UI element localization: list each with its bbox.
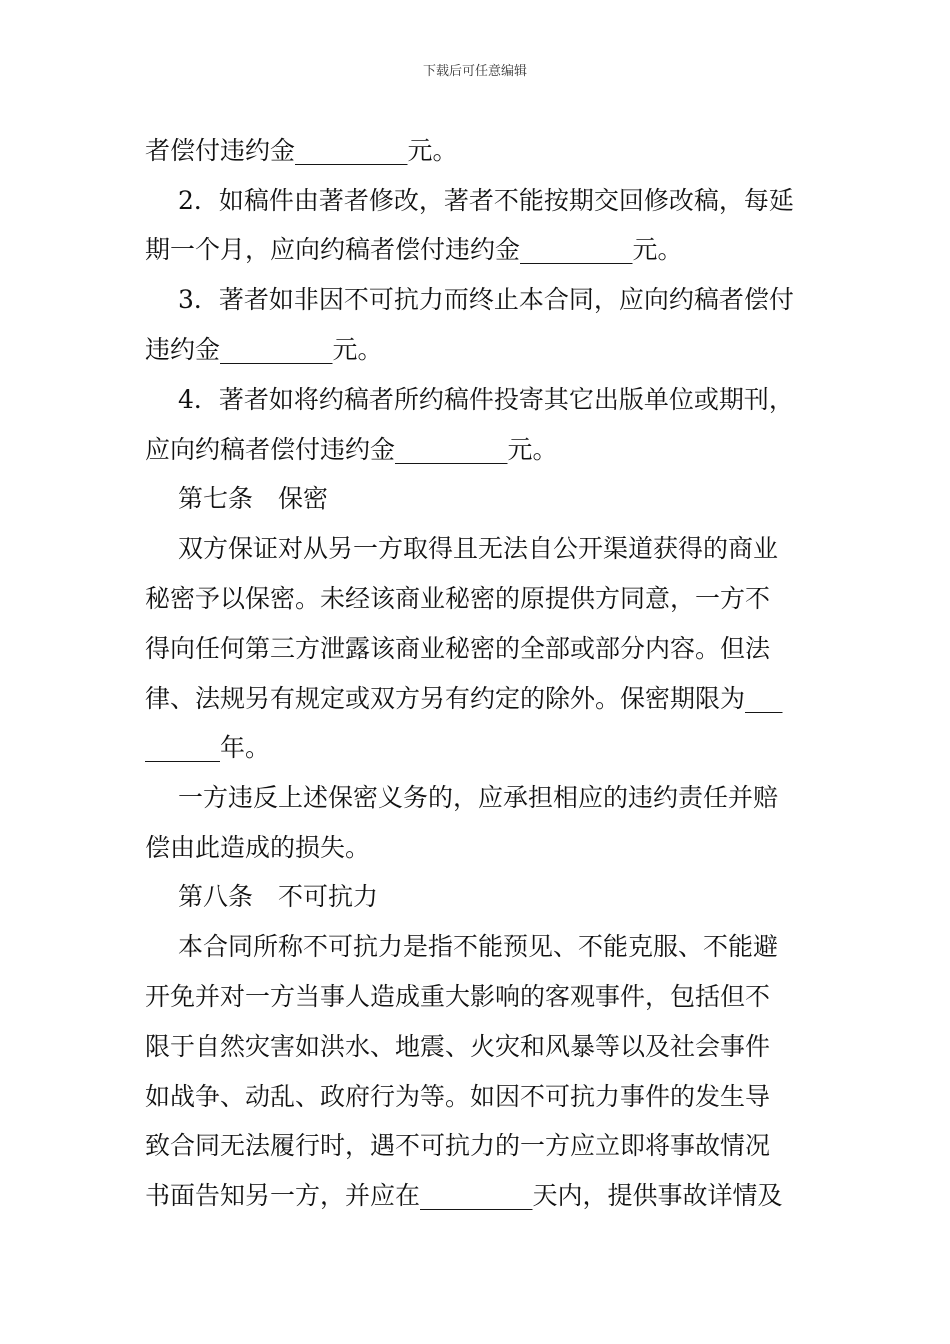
text-line: 本合同所称不可抗力是指不能预见、不能克服、不能避 bbox=[178, 932, 779, 961]
text-line: 者偿付违约金_________元。 bbox=[145, 136, 458, 165]
page-header-note: 下载后可任意编辑 bbox=[422, 64, 527, 79]
text-line: 致合同无法履行时，遇不可抗力的一方应立即将事故情况 bbox=[145, 1131, 771, 1160]
text-line: 秘密予以保密。未经该商业秘密的原提供方同意，一方不 bbox=[145, 584, 771, 613]
text-line: 如战争、动乱、政府行为等。如因不可抗力事件的发生导 bbox=[145, 1082, 771, 1111]
text-line: 违约金_________元。 bbox=[145, 335, 383, 364]
text-line: 一方违反上述保密义务的，应承担相应的违约责任并赔 bbox=[178, 783, 779, 812]
text-line: 得向任何第三方泄露该商业秘密的全部或部分内容。但法 bbox=[145, 634, 771, 663]
text-line: 律、法规另有规定或双方另有约定的除外。保密期限为___ bbox=[145, 684, 783, 713]
section-heading: 第七条 保密 bbox=[178, 484, 329, 513]
text-line: ______年。 bbox=[145, 733, 271, 762]
text-line: 开免并对一方当事人造成重大影响的客观事件，包括但不 bbox=[145, 982, 771, 1011]
text-line: 4．著者如将约稿者所约稿件投寄其它出版单位或期刊， bbox=[178, 385, 794, 414]
text-line: 应向约稿者偿付违约金_________元。 bbox=[145, 435, 558, 464]
text-line: 期一个月，应向约稿者偿付违约金_________元。 bbox=[145, 235, 683, 264]
text-line: 双方保证对从另一方取得且无法自公开渠道获得的商业 bbox=[178, 534, 779, 563]
text-line: 3．著者如非因不可抗力而终止本合同，应向约稿者偿付 bbox=[178, 285, 794, 314]
text-line: 限于自然灾害如洪水、地震、火灾和风暴等以及社会事件 bbox=[145, 1032, 771, 1061]
section-heading: 第八条 不可抗力 bbox=[178, 882, 379, 911]
text-line: 偿由此造成的损失。 bbox=[145, 833, 371, 862]
text-line: 书面告知另一方，并应在_________天内，提供事故详情及 bbox=[145, 1181, 783, 1210]
text-line: 2．如稿件由著者修改，著者不能按期交回修改稿，每延 bbox=[178, 186, 794, 215]
